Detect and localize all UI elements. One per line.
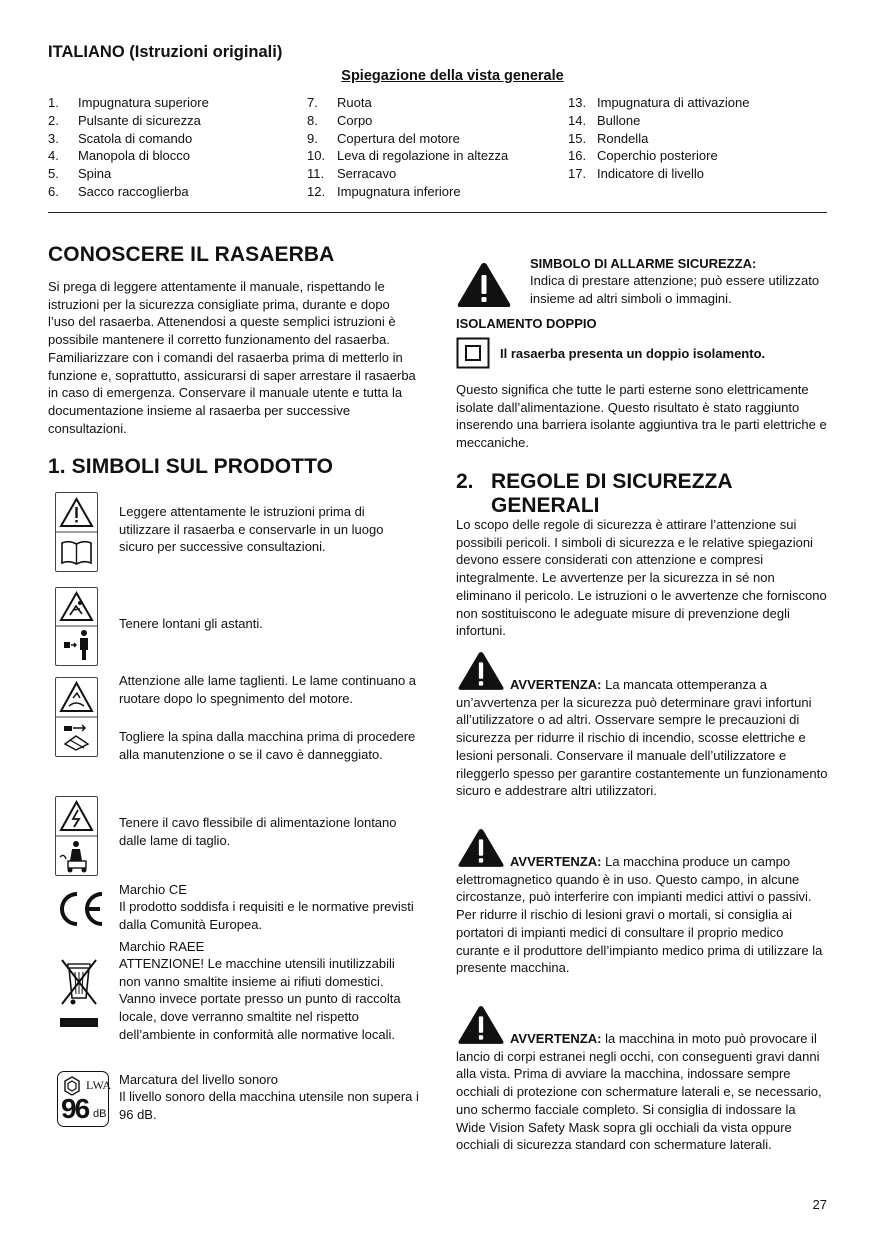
- safety-rules-intro: Lo scopo delle regole di sicurezza è attirare l’attenzione sui possibili pericoli. I simboli di sicurezza e le relative spiegazioni devono essere considerati con attenzione e compresi integralmente. Le avvertenze per la sicurezza in sé non eliminano il pericolo. Le istruzioni o le avvertenze che forniscono non sostituiscono le adeguate misure di prevenzione degli infortuni.: [456, 517, 827, 639]
- safety-rules-title-line1: REGOLE DI SICUREZZA: [491, 470, 733, 493]
- list-item: [307, 183, 567, 201]
- language-heading: ITALIANO (Istruzioni originali): [48, 43, 283, 61]
- sound-level-value: 96: [61, 1093, 89, 1124]
- weee-bin-icon: [58, 956, 102, 1030]
- ce-title: Marchio CE: [119, 882, 187, 897]
- list-item: [568, 130, 828, 148]
- list-item: [568, 147, 828, 165]
- legend-label: Copertura del motore: [337, 130, 460, 146]
- legend-number: 13.: [568, 95, 587, 110]
- legend-number: 6.: [48, 183, 59, 199]
- alarm-title: SIMBOLO DI ALLARME SICUREZZA:: [530, 256, 757, 271]
- warning-label: AVVERTENZA:: [510, 677, 602, 692]
- warning-label: AVVERTENZA:: [510, 1031, 602, 1046]
- know-mower-text: Si prega di leggere attentamente il manuale, rispettando le istruzioni per la sicurezza consigliate prima, durante e dopo l’uso del rasaerba. Attenendosi a queste semplici istruzioni è possibile mantenere il corretto funzionamento del rasaerba. Familiarizzare con i comandi del rasaerba prima di metterlo in funzione e, soprattutto, assicurarsi di saper arrestare il rasaerba in caso di emergenza. Conservare il manuale utente e tutta la documentazione insieme al rasaerba per successive consultazioni.: [48, 279, 416, 436]
- legend-number: 16.: [568, 148, 587, 164]
- sound-title: Marcatura del livello sonoro: [119, 1072, 278, 1087]
- safety-rules-title-line2: GENERALI: [491, 494, 600, 517]
- list-item: [568, 94, 828, 112]
- page-number: 27: [812, 1197, 827, 1212]
- legend-label: Leva di regolazione in altezza: [337, 148, 509, 164]
- legend-number: 7.: [307, 95, 318, 110]
- list-item: [568, 165, 828, 183]
- list-item: [48, 183, 308, 201]
- safety-rules-number: 2.: [456, 470, 474, 493]
- ce-mark-icon: [55, 890, 107, 928]
- safety-alert-icon: [456, 261, 512, 309]
- symbol-unplug-text: Togliere la spina dalla macchina prima di procedere alla manutenzione o se il cavo è danneggiato.: [119, 729, 416, 762]
- legend-label: Manopola di blocco: [78, 148, 191, 164]
- double-insulation-text: Il rasaerba presenta un doppio isolamento.: [500, 346, 766, 361]
- warning-1-text: [456, 676, 828, 800]
- bystanders-symbol: [55, 587, 98, 666]
- legend-label: Bullone: [597, 112, 641, 128]
- legend-label: Coperchio posteriore: [597, 148, 718, 164]
- know-mower-title: CONOSCERE IL RASAERBA: [48, 243, 335, 266]
- sound-lwa-label: LWA: [86, 1078, 112, 1092]
- legend-label: Impugnatura inferiore: [337, 183, 461, 199]
- warning-1-body: La mancata ottemperanza a un’avvertenza per la sicurezza può determinare gravi infortuni all’utilizzatore o ad altri. Osservare sempre le precauzioni di sicurezza per ridurre il rischio di incendio, scosse elettriche e lesioni personali. Conservare il manuale dell’utilizzatore e rileggerlo spesso per garantire costantemente un funzionamento sicuro e addestrare altri utilizzatori.: [456, 677, 828, 799]
- warning-icon: [56, 493, 97, 571]
- symbol-blades-text: Attenzione alle lame taglienti. Le lame continuano a ruotare dopo lo spegnimento del motore.: [119, 673, 417, 706]
- legend-label: Scatola di comando: [78, 130, 193, 146]
- warning-3-text: [456, 1030, 828, 1154]
- overview-title: Spiegazione della vista generale: [341, 68, 564, 84]
- legend-label: Ruota: [337, 95, 372, 110]
- legend-number: 15.: [568, 130, 587, 146]
- list-item: [48, 112, 308, 130]
- legend-number: 11.: [307, 166, 325, 182]
- warning-2-text: [456, 853, 828, 977]
- legend-label: Serracavo: [337, 166, 397, 182]
- ce-text: Il prodotto soddisfa i requisiti e le normative previsti dalla Comunità Europea.: [119, 899, 414, 932]
- list-item: [307, 165, 567, 183]
- legend-label: Impugnatura di attivazione: [597, 95, 750, 110]
- legend-label: Spina: [78, 166, 112, 182]
- legend-number: 17.: [568, 166, 587, 182]
- legend-number: 3.: [48, 130, 59, 146]
- sound-text: Il livello sonoro della macchina utensile non supera i 96 dB.: [119, 1089, 419, 1122]
- legend-number: 14.: [568, 112, 587, 128]
- legend-label: Pulsante di sicurezza: [78, 112, 201, 128]
- weee-text: ATTENZIONE! Le macchine utensili inutilizzabili non vanno smaltite insieme ai rifiuti domestici. Vanno invece portate presso un punto di raccolta locale, dove verranno smaltite nel rispetto dell’ambiente in conformità alle normative locali.: [119, 956, 401, 1042]
- legend-label: Indicatore di livello: [597, 166, 704, 182]
- symbols-title: 1. SIMBOLI SUL PRODOTTO: [48, 455, 334, 478]
- legend-column-2: [307, 94, 567, 201]
- read-manual-symbol: [55, 492, 98, 572]
- legend-label: Corpo: [337, 112, 373, 128]
- symbol-cable-text: Tenere il cavo flessibile di alimentazione lontano dalle lame di taglio.: [119, 815, 397, 848]
- legend-number: 10.: [307, 148, 326, 164]
- symbol-bystanders-text: Tenere lontani gli astanti.: [119, 616, 263, 631]
- list-item: [307, 94, 567, 112]
- list-item: [307, 112, 567, 130]
- cable-warning-icon: [56, 797, 97, 875]
- list-item: [48, 165, 308, 183]
- list-item: [48, 94, 308, 112]
- double-insulation-title: ISOLAMENTO DOPPIO: [456, 316, 597, 331]
- sound-unit: dB: [93, 1108, 107, 1120]
- legend-number: 5.: [48, 166, 59, 182]
- warning-label: AVVERTENZA:: [510, 854, 602, 869]
- legend-number: 4.: [48, 148, 59, 164]
- warning-2-body: La macchina produce un campo elettromagnetico quando è in uso. Questo campo, in alcune circostanze, può interferire con impianti medici attivi o passivi. Per ridurre il rischio di lesioni gravi o mortali, si consiglia ai portatori di impianti medici di consultare il proprio medico curante e il produttore dell’impianto medico prima di utilizzare la presente macchina.: [456, 854, 823, 976]
- symbol-read-manual-text: Leggere attentamente le istruzioni prima di utilizzare il rasaerba e conservarle in un luogo sicuro per successive consultazioni.: [119, 504, 384, 555]
- legend-number: 9.: [307, 130, 318, 146]
- legend-label: Rondella: [597, 130, 649, 146]
- header-divider: [48, 212, 827, 213]
- list-item: [48, 147, 308, 165]
- double-insulation-icon: [456, 337, 490, 369]
- bystander-warning-icon: [56, 588, 97, 665]
- legend-label: Impugnatura superiore: [78, 95, 209, 110]
- list-item: [307, 147, 567, 165]
- cable-symbol: [55, 796, 98, 876]
- legend-number: 2.: [48, 112, 59, 128]
- warning-3-body: la macchina in moto può provocare il lancio di corpi estranei negli occhi, con conseguenti gravi danni alla vista. Prima di avviare la macchina, indossare sempre occhiali di protezione con schermature laterali e, se necessario, uno schermo facciale completo. Si consiglia di indossare la Wide Vision Safety Mask sopra gli occhiali da vista oppure occhiali di sicurezza standard con schermature laterali.: [456, 1031, 822, 1153]
- legend-column-3: [568, 94, 828, 183]
- list-item: [307, 130, 567, 148]
- blades-symbol: [55, 677, 98, 757]
- list-item: [568, 112, 828, 130]
- alarm-text: Indica di prestare attenzione; può essere utilizzato insieme ad altri simboli o immagini.: [530, 273, 820, 306]
- sound-level-badge: [57, 1071, 112, 1127]
- legend-label: Sacco raccoglierba: [78, 183, 189, 199]
- double-insulation-paragraph: Questo significa che tutte le parti esterne sono elettricamente isolate dall’alimentazione. Questo risultato è stato raggiunto inserendo una barriera isolante aggiuntiva tra le parti elettriche e meccaniche.: [456, 382, 827, 451]
- legend-number: 12.: [307, 183, 326, 199]
- list-item: [48, 130, 308, 148]
- blade-warning-icon: [56, 678, 97, 756]
- weee-title: Marchio RAEE: [119, 939, 205, 954]
- legend-column-1: [48, 94, 308, 201]
- legend-number: 8.: [307, 112, 318, 128]
- legend-number: 1.: [48, 95, 59, 110]
